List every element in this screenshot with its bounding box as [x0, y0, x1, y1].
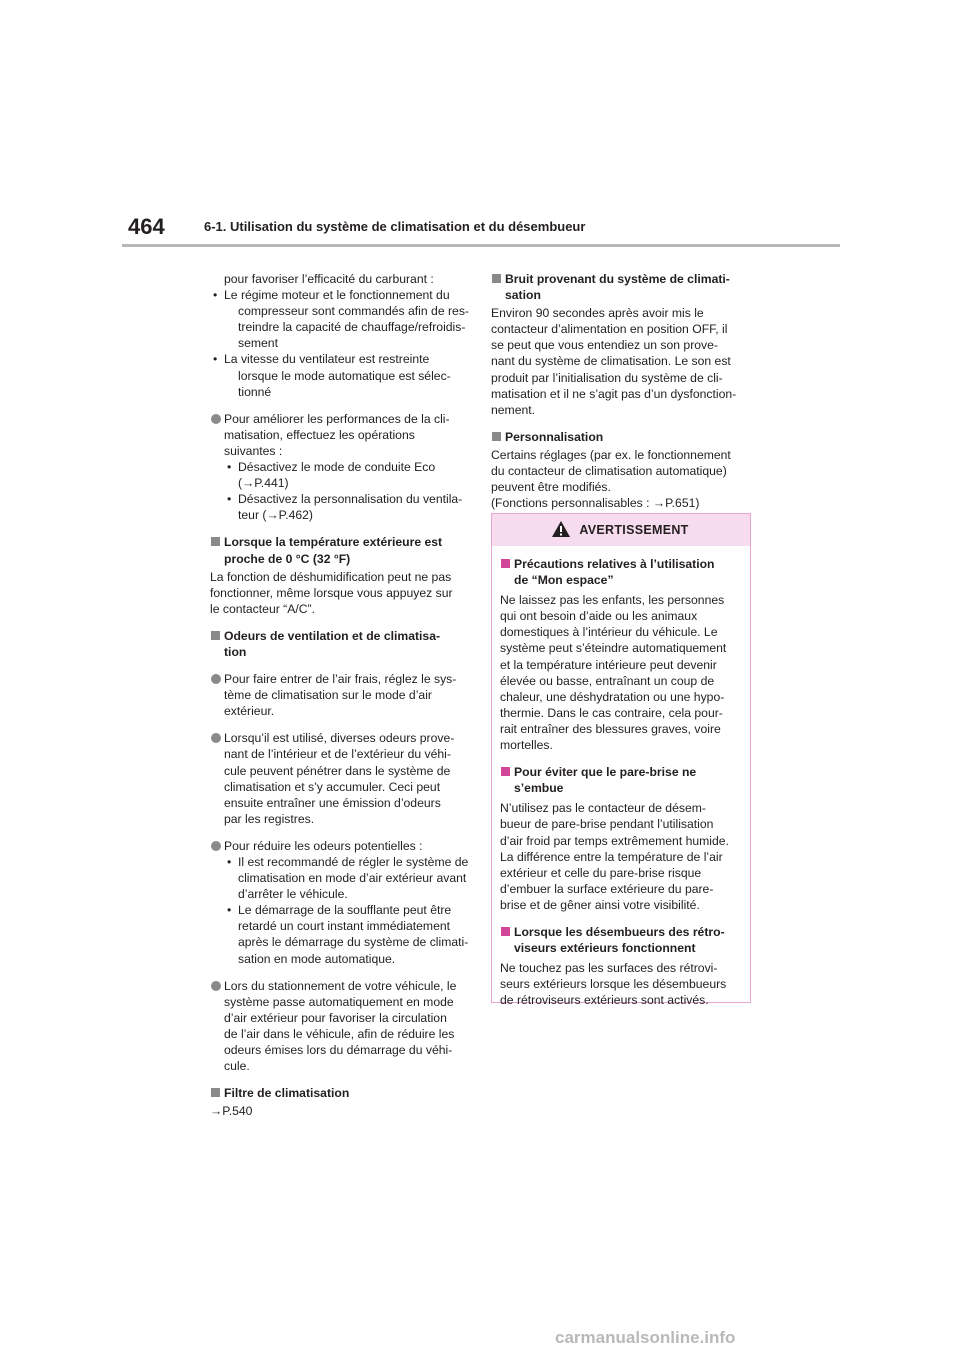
text-line: ensuite entraîner une émission d’odeurs — [224, 795, 441, 810]
text-line: d’air froid par temps extrêmement humide. — [500, 833, 729, 848]
text-line: La différence entre la température de l’air — [500, 849, 723, 864]
section-heading-temperature — [210, 534, 472, 566]
text-line: de l’air dans le véhicule, afin de réduire les — [224, 1026, 455, 1041]
text-line: nant du système de climatisation. Le son est — [491, 354, 731, 369]
warning-paragraph-mirrors — [500, 960, 744, 1008]
text-line: Ne touchez pas les surfaces des rétrovi- — [500, 961, 718, 976]
page-reference-link[interactable]: teur (→P.462) — [238, 508, 313, 523]
heading-line: proche de 0 °C (32 °F) — [224, 551, 351, 566]
text-line: d’arrêter le véhicule. — [238, 887, 348, 902]
page-reference-link[interactable]: (Fonctions personnalisables : →P.651) — [491, 496, 700, 511]
paragraph-noise — [491, 305, 751, 418]
paragraph-dehumidification — [210, 569, 472, 617]
bullet-item — [210, 287, 472, 303]
heading-line: Précautions relatives à l’utilisation — [514, 557, 715, 571]
text-line: nement. — [491, 402, 536, 417]
text-line: extérieur et celle du pare-brise risque — [500, 865, 702, 880]
text-line: Certains réglages (par ex. le fonctionnement — [491, 447, 731, 462]
text-line: climatisation et s’y accumuler. Ceci peut — [224, 779, 441, 794]
text-line: treindre la capacité de chauffage/refroidis- — [238, 320, 466, 335]
text-line: sation en mode automatique. — [238, 951, 396, 966]
text-line: cule peuvent pénétrer dans le système de — [224, 763, 451, 778]
heading-line: viseurs extérieurs fonctionnent — [514, 941, 696, 956]
warning-box — [491, 513, 751, 1008]
text-line: suivantes : — [224, 443, 283, 458]
text-line: système passe automatiquement en mode — [224, 994, 454, 1009]
text-line: d’air extérieur pour favoriser la circulation — [224, 1010, 447, 1025]
warning-body — [492, 546, 750, 1008]
dot-item-odor-accumulation — [210, 730, 472, 827]
dot-item-performance — [210, 411, 472, 524]
text-line: La fonction de déshumidification peut ne pas — [210, 569, 452, 584]
text-line: matisation et il ne s’agit pas d’un dysfonction- — [491, 386, 737, 401]
square-bullet-icon — [501, 927, 510, 936]
square-bullet-icon — [501, 559, 510, 568]
text-line: matisation, effectuez les opérations — [224, 427, 415, 442]
text-line: contacteur d’alimentation en position OFF, il — [491, 322, 728, 337]
text-line: climatisation en mode d’air extérieur avant — [238, 871, 467, 886]
text-line: par les registres. — [224, 811, 315, 826]
dot-bullet-icon — [211, 414, 221, 424]
paragraph-eco-continuation — [210, 271, 472, 400]
warning-heading-windshield — [500, 764, 744, 796]
bullet-item — [224, 902, 472, 918]
text-line: pour favoriser l’efficacité du carburant : — [224, 272, 434, 286]
warning-paragraph-windshield — [500, 800, 744, 913]
text-line: élevée ou basse, entraînant un coup de — [500, 673, 715, 688]
dot-bullet-icon — [211, 841, 221, 851]
heading-line: Odeurs de ventilation et de climatisa- — [224, 628, 441, 643]
paragraph-customization — [491, 447, 751, 511]
text-line: cule. — [224, 1059, 250, 1074]
text-line: produit par l’initialisation du système de cli- — [491, 370, 723, 385]
text-line: extérieur. — [224, 704, 275, 719]
square-bullet-icon — [211, 631, 220, 640]
left-column — [210, 271, 472, 1130]
heading-line: de “Mon espace” — [514, 573, 614, 588]
dot-item-parking — [210, 978, 472, 1075]
warning-paragraph-my-space — [500, 592, 744, 753]
header-divider — [122, 244, 840, 247]
text-line: Environ 90 secondes après avoir mis le — [491, 306, 704, 321]
section-heading-filter — [210, 1085, 472, 1101]
text-line: tème de climatisation sur le mode d’air — [224, 688, 432, 703]
warning-heading-my-space — [500, 556, 744, 588]
chapter-title: 6-1. Utilisation du système de climatisation et du désembueur — [204, 219, 586, 234]
text-line: de rétroviseurs extérieurs sont activés. — [500, 993, 709, 1008]
text-line: Ne laissez pas les enfants, les personnes — [500, 593, 725, 608]
right-column — [491, 271, 751, 522]
square-bullet-icon — [492, 274, 501, 283]
text-line: nant de l’intérieur et de l’extérieur du véhi- — [224, 747, 451, 762]
watermark-text: carmanualsonline.info — [555, 1328, 736, 1347]
text-line: peuvent être modifiés. — [491, 480, 611, 495]
heading-line: Lorsque la température extérieure est — [224, 535, 443, 550]
warning-triangle-icon — [551, 520, 571, 538]
bullet-item — [224, 491, 472, 507]
heading-line: Personnalisation — [505, 429, 604, 444]
text-line: Lorsqu’il est utilisé, diverses odeurs prove- — [224, 731, 455, 746]
heading-line: sation — [505, 288, 541, 303]
text-line: fonctionner, même lorsque vous appuyez sur — [210, 585, 453, 600]
section-heading-customization — [491, 429, 751, 445]
text-line: retardé un court instant immédiatement — [238, 919, 451, 934]
text-line: lorsque le mode automatique est sélec- — [238, 368, 451, 383]
heading-line: Bruit provenant du système de climati- — [505, 272, 730, 286]
text-line: d’embuer la surface extérieure du pare- — [500, 881, 714, 896]
text-line: odeurs émises lors du démarrage du véhi- — [224, 1043, 453, 1058]
warning-heading-mirrors — [500, 924, 744, 956]
text-line: et la température intérieure peut devenir — [500, 657, 717, 672]
heading-line: s’embue — [514, 781, 564, 796]
page-reference-link[interactable]: →P.540 — [210, 1104, 253, 1119]
text-line: chaleur, une déshydratation ou une hypo- — [500, 689, 725, 704]
text-line: Pour faire entrer de l’air frais, réglez le sys- — [224, 672, 457, 687]
text-line: Le démarrage de la soufflante peut être — [238, 903, 452, 918]
text-line: système peut s’éteindre automatiquement — [500, 641, 727, 656]
text-line: Il est recommandé de régler le système de — [238, 855, 469, 869]
text-line: thermie. Dans le cas contraire, cela pour- — [500, 705, 723, 720]
square-bullet-icon — [501, 767, 510, 776]
text-line: Désactivez le mode de conduite Eco — [238, 460, 436, 475]
page-number: 464 — [128, 214, 165, 239]
paragraph-filter-ref — [210, 1103, 472, 1119]
text-line: Désactivez la personnalisation du ventila- — [238, 492, 463, 507]
section-heading-noise — [491, 271, 751, 303]
section-heading-odors — [210, 628, 472, 660]
text-line: le contacteur “A/C”. — [210, 601, 315, 616]
dot-bullet-icon — [211, 674, 221, 684]
bullet-item — [210, 351, 472, 367]
text-line: du contacteur de climatisation automatique) — [491, 464, 727, 479]
text-line: rait entraîner des blessures graves, voire — [500, 721, 721, 736]
text-line: mortelles. — [500, 738, 553, 753]
text-line: Pour réduire les odeurs potentielles : — [224, 838, 423, 853]
text-line: brise et de gêner ainsi votre visibilité. — [500, 897, 700, 912]
square-bullet-icon — [492, 432, 501, 441]
square-bullet-icon — [211, 1088, 220, 1097]
warning-title: AVERTISSEMENT — [579, 523, 689, 537]
text-line: Le régime moteur et le fonctionnement du — [224, 288, 450, 303]
text-line: seurs extérieurs lorsque les désembueurs — [500, 977, 727, 992]
warning-header — [492, 514, 750, 546]
dot-bullet-icon — [211, 733, 221, 743]
bullet-item — [224, 854, 472, 870]
square-bullet-icon — [211, 537, 220, 546]
heading-line: tion — [224, 644, 247, 659]
page-reference-link[interactable]: (→P.441) — [238, 476, 289, 491]
heading-line: Pour éviter que le pare-brise ne — [514, 765, 697, 780]
dot-bullet-icon — [211, 981, 221, 991]
text-line: sement — [238, 336, 278, 351]
text-line: La vitesse du ventilateur est restreinte — [224, 352, 430, 367]
text-line: bueur de pare-brise pendant l’utilisation — [500, 817, 714, 832]
text-line: N’utilisez pas le contacteur de désem- — [500, 801, 706, 816]
text-line: Pour améliorer les performances de la cli- — [224, 411, 450, 426]
text-line: domestiques à l’intérieur du véhicule. Le — [500, 625, 718, 640]
text-line: après le démarrage du système de climati- — [238, 935, 469, 950]
dot-item-reduce-odors — [210, 838, 472, 967]
dot-item-fresh-air — [210, 671, 472, 719]
heading-line: Filtre de climatisation — [224, 1086, 350, 1101]
text-line: Lors du stationnement de votre véhicule, le — [224, 978, 457, 993]
text-line: qui ont besoin d’aide ou les animaux — [500, 609, 698, 624]
text-line: tionné — [238, 384, 272, 399]
text-line: se peut que vous entendiez un son prove- — [491, 338, 718, 353]
text-line: compresseur sont commandés afin de res- — [238, 304, 469, 319]
bullet-item — [224, 459, 472, 475]
heading-line: Lorsque les désembueurs des rétro- — [514, 924, 725, 939]
